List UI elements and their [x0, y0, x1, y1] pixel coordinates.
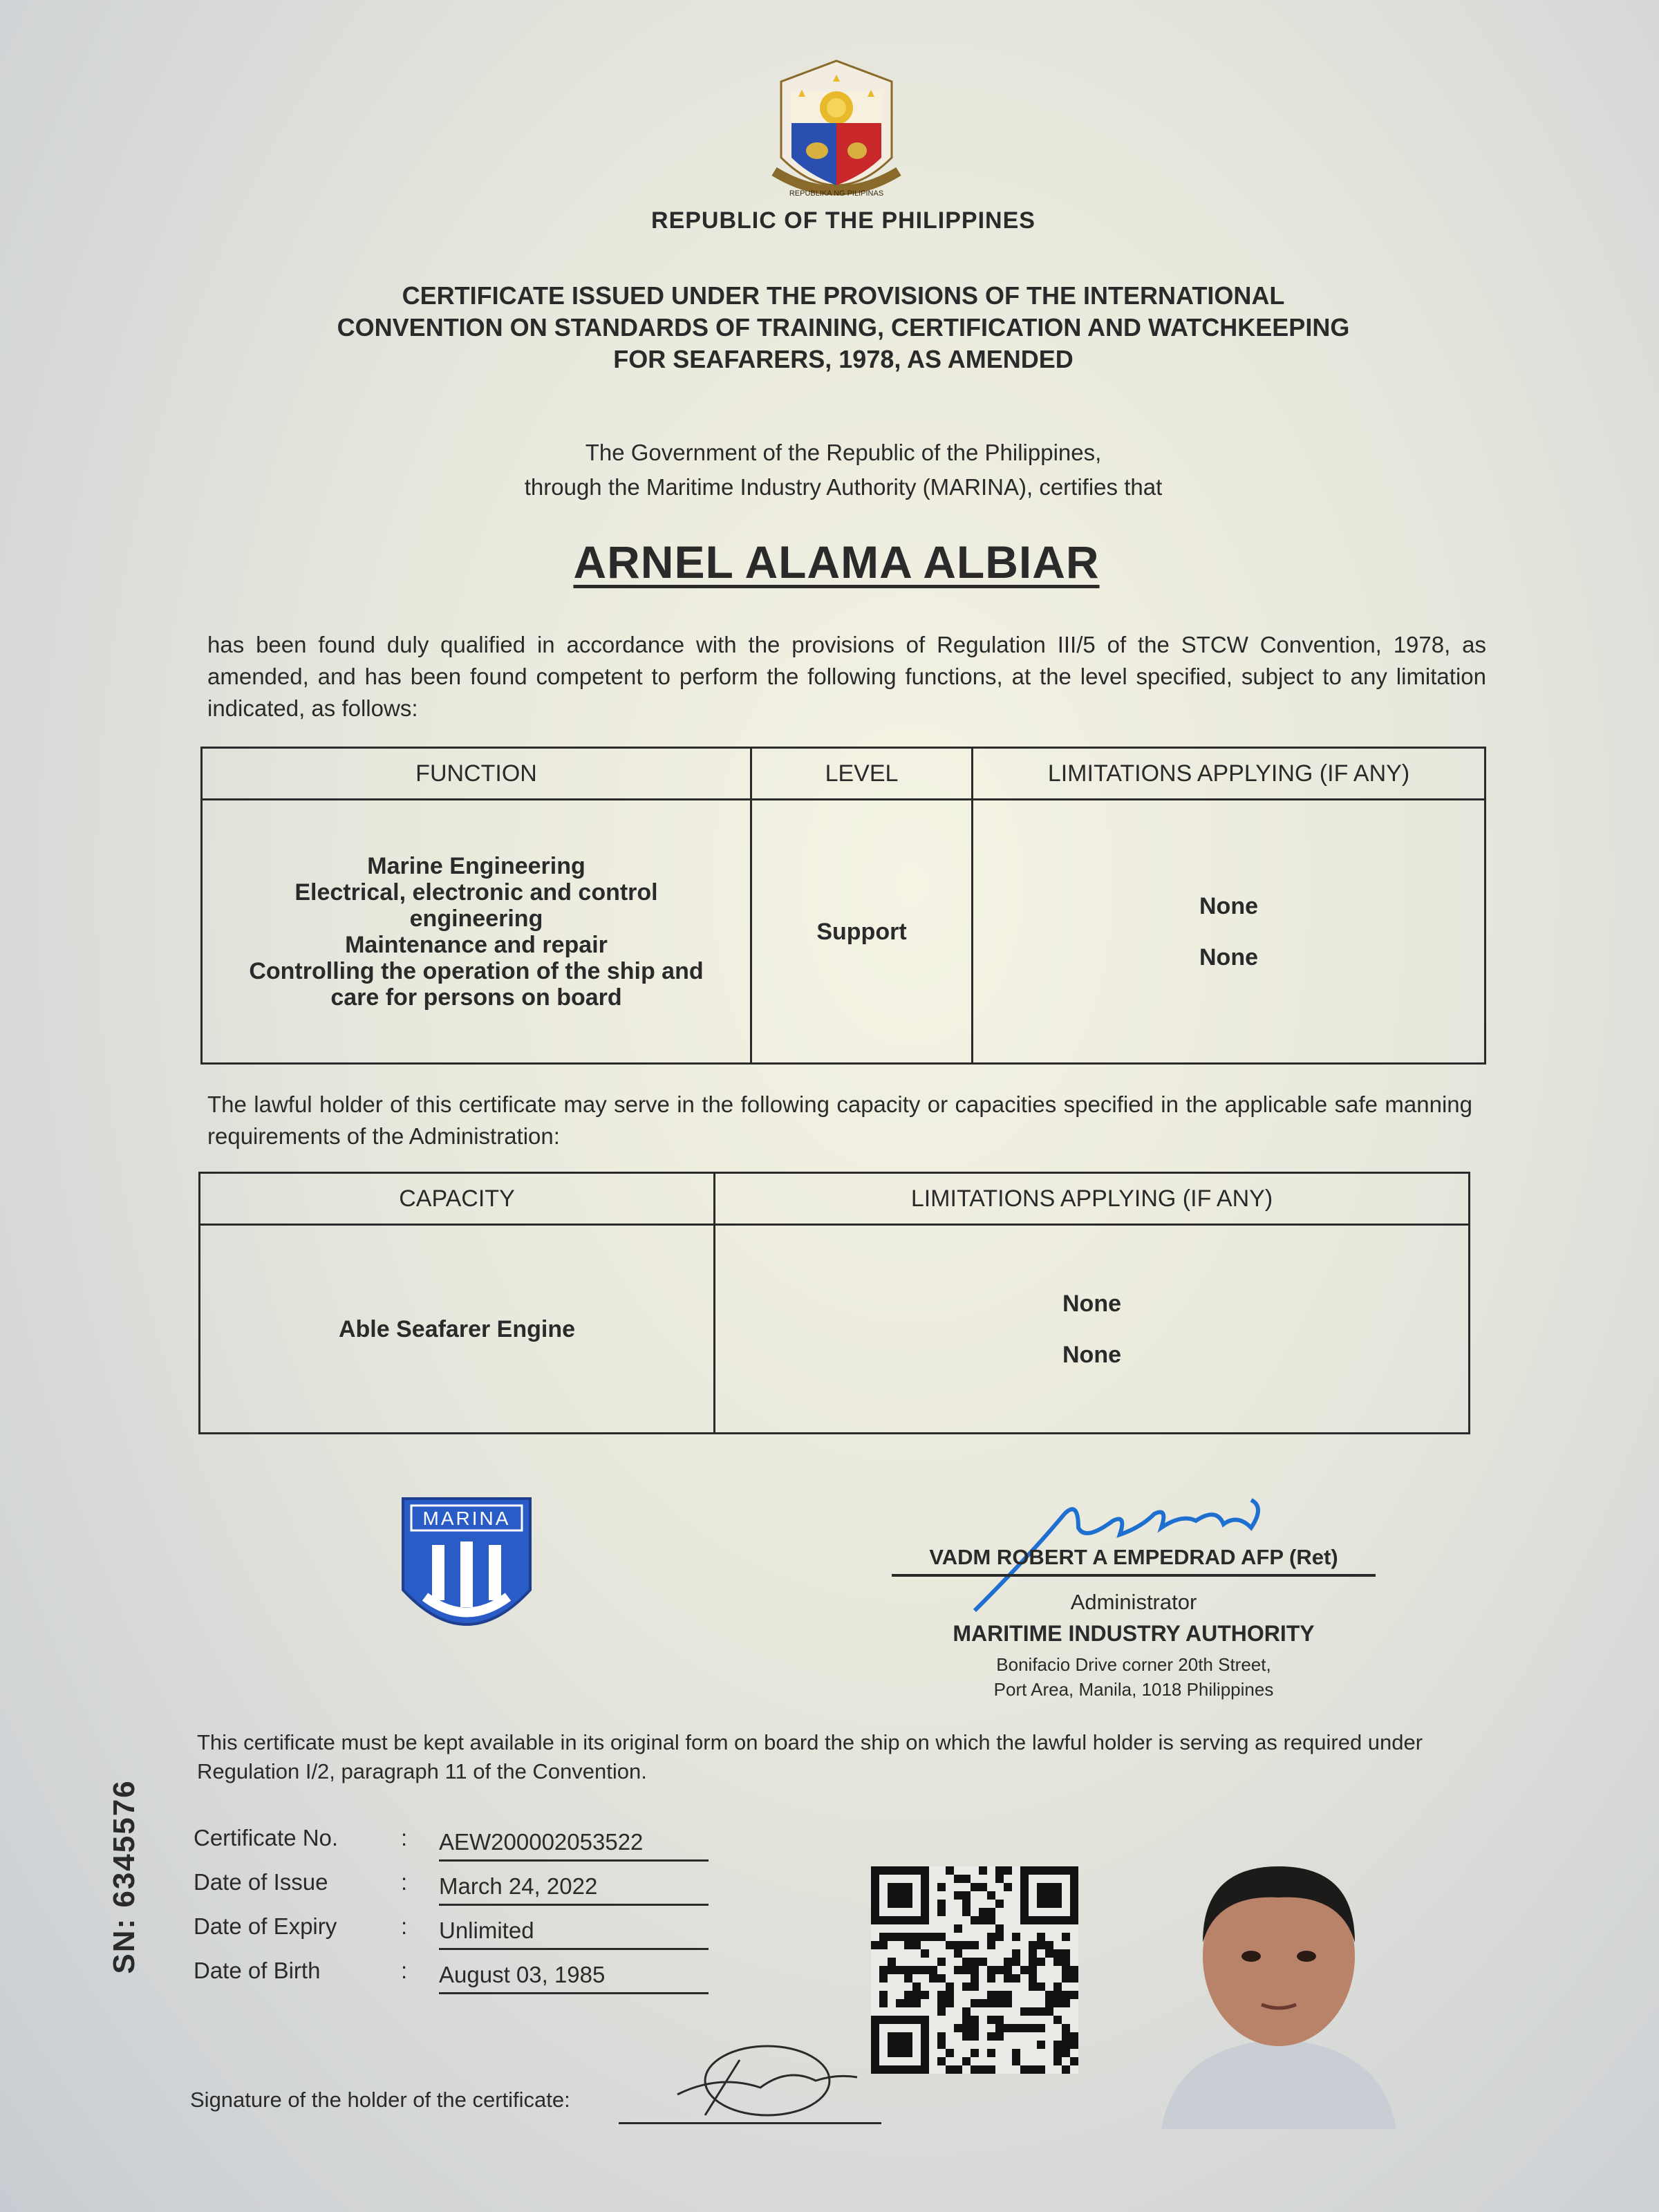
limitation-value: None — [1062, 1341, 1121, 1368]
holder-signature-line — [619, 2122, 881, 2124]
gov-line: The Government of the Republic of the Philippines, — [585, 440, 1102, 465]
address-line: Bonifacio Drive corner 20th Street, — [996, 1654, 1271, 1675]
column-header-level: LEVEL — [751, 748, 973, 800]
column-header-limitations: LIMITATIONS APPLYING (IF ANY) — [715, 1173, 1470, 1225]
detail-colon: : — [401, 1958, 408, 1983]
level-cell: Support — [751, 800, 973, 1064]
holder-signature-icon — [664, 2025, 871, 2129]
table-row — [200, 1225, 1470, 1434]
detail-value: March 24, 2022 — [439, 1873, 709, 1906]
detail-colon: : — [401, 1869, 408, 1895]
function-item: Marine Engineering — [367, 852, 585, 879]
qr-code-icon — [871, 1866, 1078, 2074]
signatory-title: Administrator — [1070, 1590, 1197, 1614]
holder-signature-label: Signature of the holder of the certificate: — [190, 2088, 570, 2112]
address-line: Port Area, Manila, 1018 Philippines — [993, 1679, 1274, 1700]
title-line: FOR SEAFARERS, 1978, AS AMENDED — [613, 345, 1074, 373]
function-cell — [202, 800, 751, 1064]
signatory-agency: MARITIME INDUSTRY AUTHORITY — [953, 1621, 1315, 1646]
title-line: CERTIFICATE ISSUED UNDER THE PROVISIONS OF THE INTERNATIONAL — [402, 281, 1285, 310]
detail-label: Date of Issue — [194, 1869, 328, 1895]
function-item: Electrical, electronic and control — [294, 879, 658, 906]
detail-row — [194, 1958, 733, 2000]
detail-label: Date of Birth — [194, 1958, 321, 1983]
serial-number: SN: 6345576 — [107, 1779, 141, 1974]
limitation-value: None — [1199, 944, 1258, 971]
crest-text: REPUBLIKA NG PILIPINAS — [789, 189, 884, 198]
function-item: engineering — [409, 905, 543, 932]
function-item: Controlling the operation of the ship and — [249, 957, 704, 984]
capacity-table — [198, 1172, 1470, 1434]
limitations-cell — [715, 1225, 1470, 1434]
column-header-limitations: LIMITATIONS APPLYING (IF ANY) — [973, 748, 1485, 800]
detail-colon: : — [401, 1825, 408, 1850]
detail-row — [194, 1913, 733, 1956]
gov-line: through the Maritime Industry Authority (MARINA), certifies that — [524, 474, 1163, 500]
notice-paragraph: This certificate must be kept available in its original form on board the ship on which the lawful holder is serving as required under Regulation I/2, paragraph 11 of the Convention. — [197, 1730, 1423, 1783]
capacity-cell: Able Seafarer Engine — [200, 1225, 715, 1434]
detail-row — [194, 1869, 733, 1912]
government-statement — [387, 435, 1300, 505]
detail-value: Unlimited — [439, 1918, 709, 1950]
certificate-title — [270, 280, 1417, 375]
limitation-value: None — [1199, 892, 1258, 919]
limitation-value: None — [1062, 1290, 1121, 1317]
marina-logo-text: MARINA — [422, 1508, 511, 1529]
detail-row — [194, 1825, 733, 1868]
table-header-row — [200, 1173, 1470, 1225]
qualification-paragraph: has been found duly qualified in accordance with the provisions of Regulation III/5 of the STCW Convention, 1978, as amended, and has been found competent to perform the following functions, at the level specified, subject to any limitation indicated, as follows: — [207, 632, 1486, 721]
capacity-paragraph: The lawful holder of this certificate may serve in the following capacity or capacities specified in the applicable safe manning requirements of the Administration: — [207, 1091, 1472, 1149]
table-row — [202, 800, 1485, 1064]
holder-name: ARNEL ALAMA ALBIAR — [573, 536, 1100, 588]
philippine-seal-icon — [753, 54, 919, 213]
detail-label: Certificate No. — [194, 1825, 339, 1850]
detail-value: August 03, 1985 — [439, 1962, 709, 1994]
detail-colon: : — [401, 1913, 408, 1939]
detail-value: AEW200002053522 — [439, 1829, 709, 1862]
signatory-name: VADM ROBERT A EMPEDRAD AFP (Ret) — [892, 1545, 1376, 1577]
republic-heading: REPUBLIC OF THE PHILIPPINES — [651, 207, 1035, 234]
detail-label: Date of Expiry — [194, 1913, 337, 1939]
title-line: CONVENTION ON STANDARDS OF TRAINING, CERTIFICATION AND WATCHKEEPING — [337, 313, 1350, 341]
table-header-row — [202, 748, 1485, 800]
column-header-function: FUNCTION — [202, 748, 751, 800]
limitations-cell — [973, 800, 1485, 1064]
function-item: care for persons on board — [330, 984, 622, 1011]
holder-photo — [1134, 1839, 1424, 2129]
functions-table — [200, 747, 1486, 1065]
column-header-capacity: CAPACITY — [200, 1173, 715, 1225]
signatory-address — [892, 1652, 1376, 1702]
function-item: Maintenance and repair — [345, 931, 608, 958]
marina-logo-icon — [397, 1493, 536, 1652]
